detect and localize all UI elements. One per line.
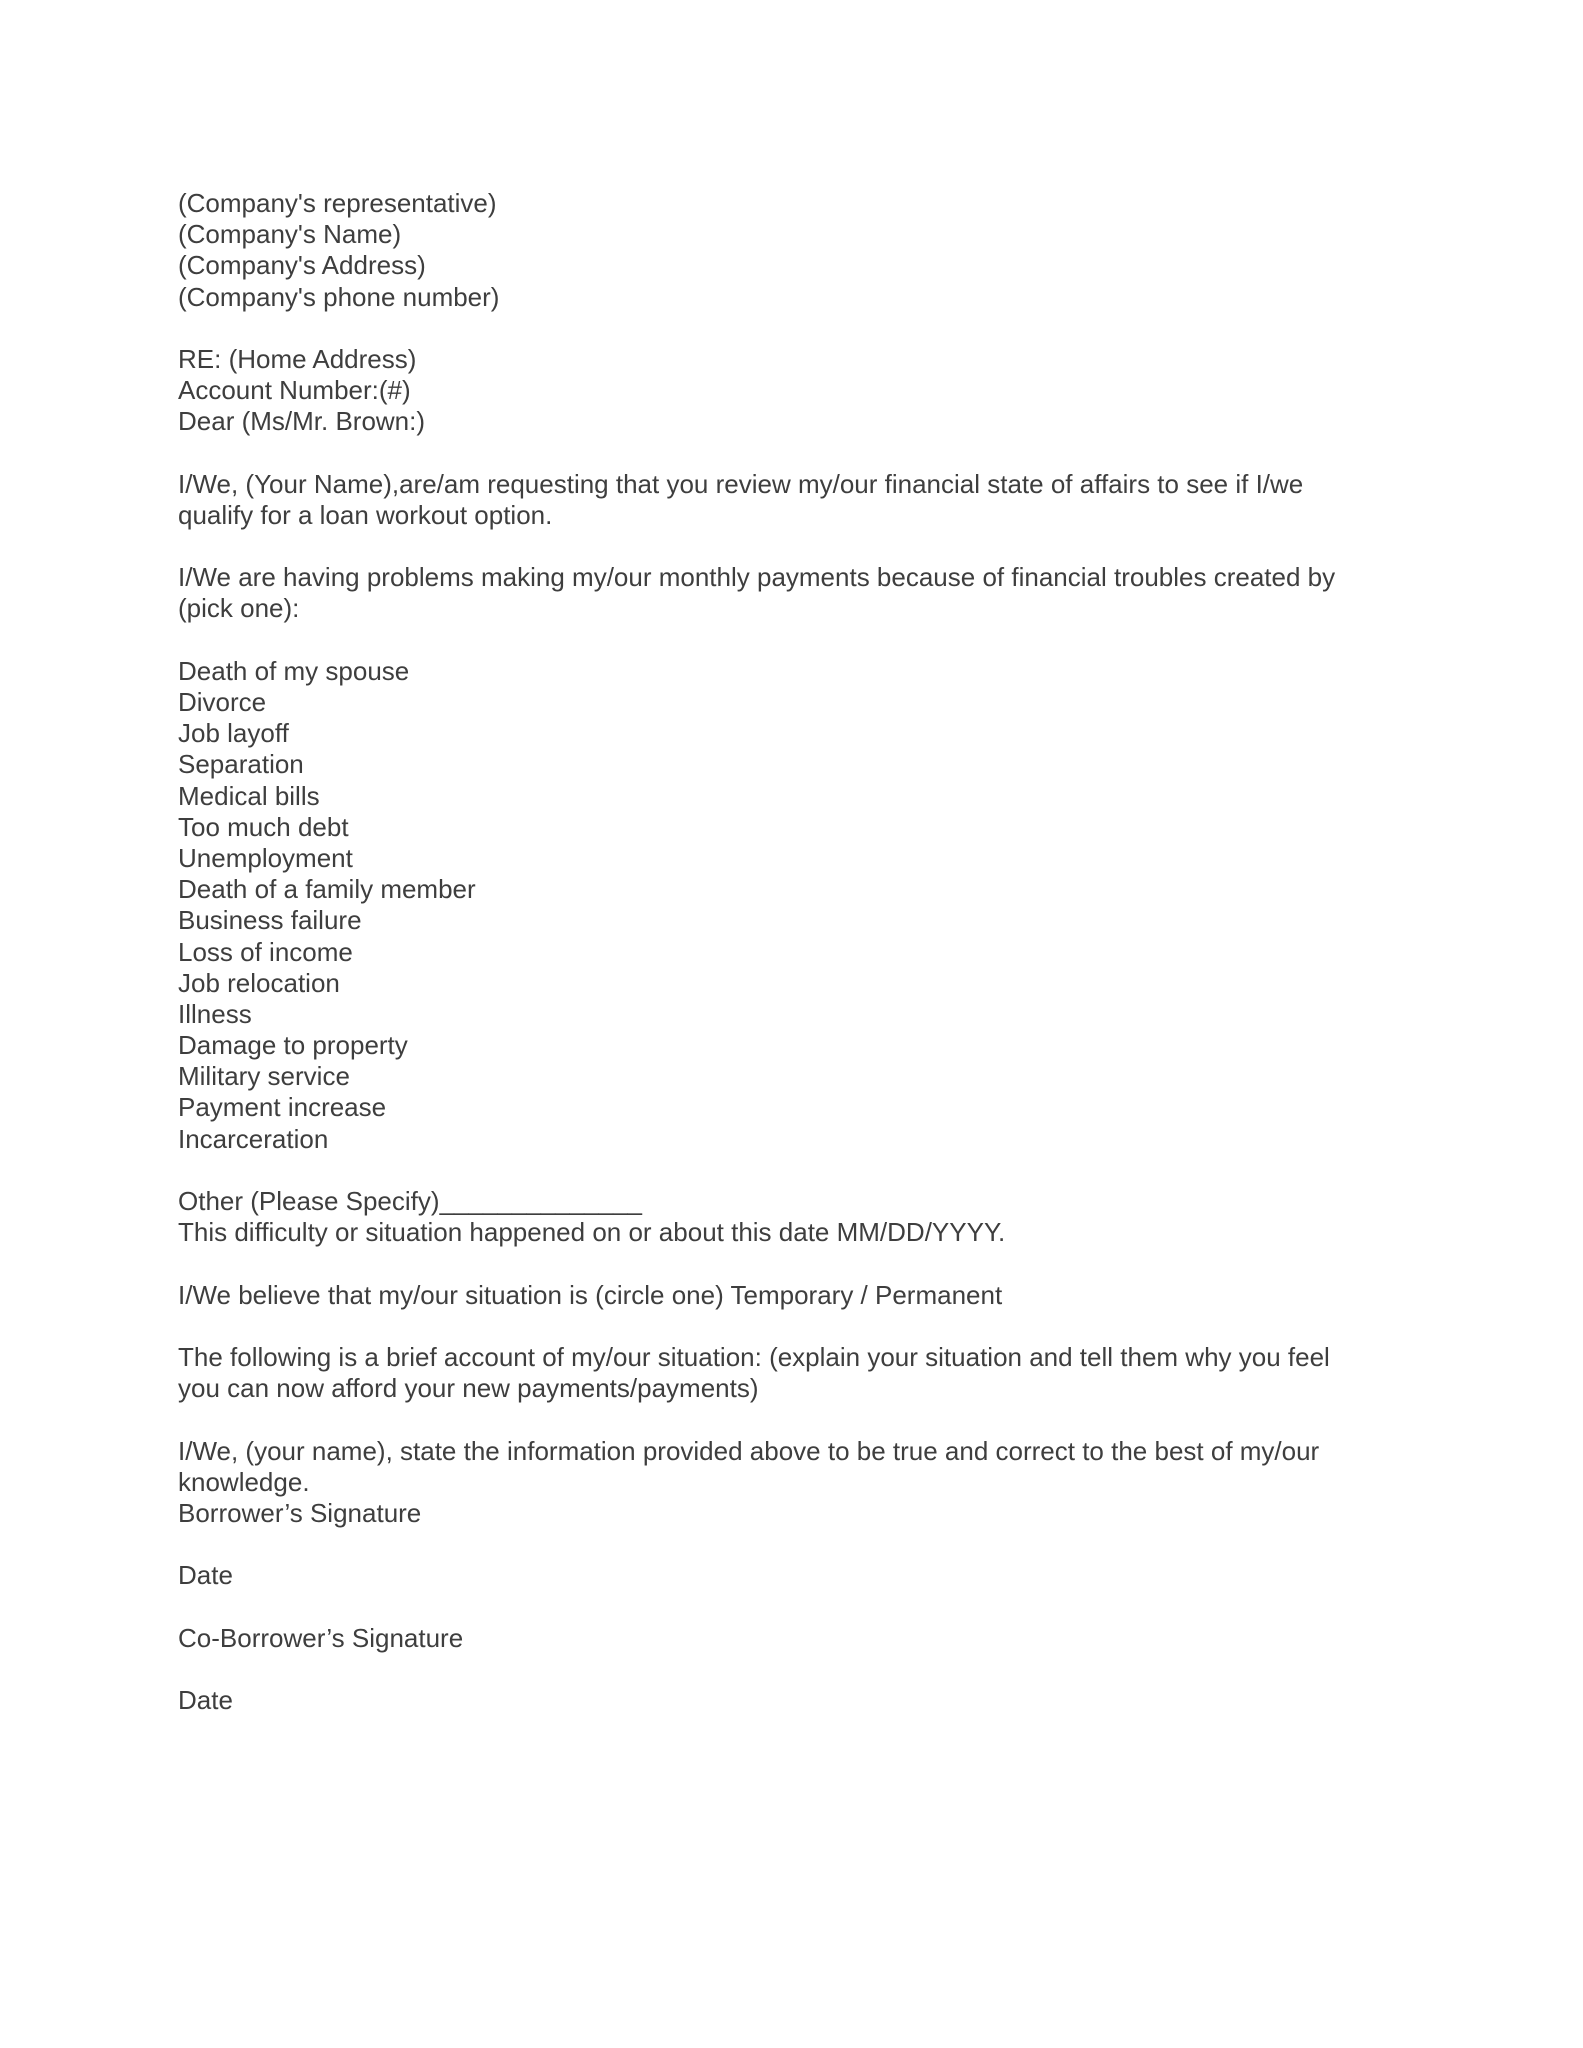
blank-line [178, 438, 1335, 469]
problems-paragraph-line: I/We are having problems making my/our monthly payments because of financial troubles created by [178, 562, 1336, 593]
company-header-line: (Company's phone number) [178, 281, 500, 312]
hardship-letter-body [178, 188, 1335, 1716]
blank-line [178, 1529, 1335, 1560]
company-header-block [178, 188, 1335, 313]
reference-line: Dear (Ms/Mr. Brown:) [178, 406, 426, 437]
blank-line [178, 1654, 1335, 1685]
hardship-reasons-list [178, 656, 1335, 1155]
borrower-signature-label: Borrower’s Signature [178, 1497, 422, 1528]
hardship-reason-item: Military service [178, 1061, 350, 1092]
date-label-1: Date [178, 1560, 233, 1591]
hardship-reason-item: Death of a family member [178, 874, 476, 905]
blank-line [178, 1404, 1335, 1435]
company-header-line: (Company's Address) [178, 250, 426, 281]
hardship-reason-item: Job relocation [178, 967, 340, 998]
reference-line: RE: (Home Address) [178, 343, 417, 374]
account-paragraph-line: The following is a brief account of my/our situation: (explain your situation and tell them why you feel [178, 1341, 1330, 1372]
hardship-reason-item: Separation [178, 749, 304, 780]
other-specify-line [178, 1186, 1335, 1217]
blank-line [178, 1591, 1335, 1622]
request-paragraph-line: I/We, (Your Name),are/am requesting that you review my/our financial state of affairs to see if I/we [178, 468, 1304, 499]
hardship-reason-item: Payment increase [178, 1092, 387, 1123]
reference-block [178, 344, 1335, 438]
hardship-reason-item: Death of my spouse [178, 655, 410, 686]
blank-line [178, 1311, 1335, 1342]
hardship-reason-item: Medical bills [178, 780, 320, 811]
company-header-line: (Company's Name) [178, 219, 402, 250]
account-paragraph [178, 1342, 1335, 1404]
date-label-2: Date [178, 1685, 233, 1715]
hardship-reason-item: Job layoff [178, 718, 289, 749]
hardship-reason-item: Business failure [178, 905, 362, 936]
other-specify-label: Other (Please Specify) [178, 1186, 440, 1216]
blank-line [178, 1155, 1335, 1186]
blank-line [178, 313, 1335, 344]
attestation-paragraph-line: I/We, (your name), state the information provided above to be true and correct to the best of my/our [178, 1435, 1320, 1466]
situation-type-line: I/We believe that my/our situation is (circle one) Temporary / Permanent [178, 1279, 1003, 1310]
hardship-reason-item: Unemployment [178, 842, 353, 873]
hardship-reason-item: Illness [178, 998, 252, 1029]
hardship-reason-item: Damage to property [178, 1030, 408, 1061]
problems-paragraph-line: (pick one): [178, 593, 300, 624]
hardship-reason-item: Divorce [178, 687, 267, 717]
blank-line [178, 1248, 1335, 1279]
hardship-reason-item: Too much debt [178, 811, 349, 842]
blank-line [178, 625, 1335, 656]
request-paragraph-line: qualify for a loan workout option. [178, 499, 553, 530]
account-paragraph-line: you can now afford your new payments/payments) [178, 1373, 759, 1404]
reference-line: Account Number:(#) [178, 375, 411, 406]
hardship-reason-item: Incarceration [178, 1123, 329, 1154]
problems-paragraph [178, 562, 1335, 624]
blank-line [178, 531, 1335, 562]
company-header-line: (Company's representative) [178, 188, 497, 218]
co-borrower-signature-label: Co-Borrower’s Signature [178, 1622, 464, 1653]
attestation-paragraph-line: knowledge. [178, 1466, 310, 1497]
happened-date-line: This difficulty or situation happened on or about this date MM/DD/YYYY. [178, 1217, 1006, 1248]
other-specify-blank-field: ______________ [439, 1186, 643, 1216]
request-paragraph [178, 469, 1335, 531]
hardship-reason-item: Loss of income [178, 936, 353, 967]
attestation-paragraph [178, 1436, 1335, 1498]
